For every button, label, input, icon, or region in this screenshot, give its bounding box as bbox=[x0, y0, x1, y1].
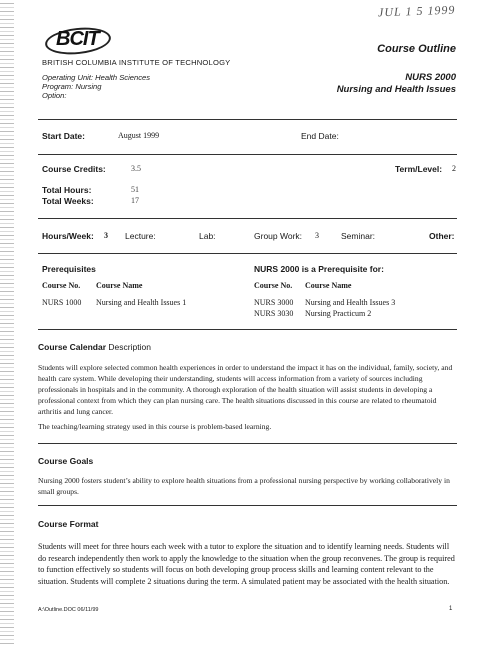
teaching-strategy: The teaching/learning strategy used in this course is problem-based learning. bbox=[38, 422, 272, 431]
calendar-heading bbox=[38, 342, 151, 352]
scan-edge-artifact bbox=[0, 0, 14, 647]
hours-week-value: 3 bbox=[104, 231, 108, 240]
calendar-heading-plain: Description bbox=[108, 342, 151, 352]
lab-label: Lab: bbox=[199, 231, 216, 241]
term-level-label: Term/Level: bbox=[395, 164, 443, 174]
prereq-for-col-name: Course Name bbox=[305, 281, 352, 290]
divider bbox=[38, 119, 457, 120]
total-hours-value: 51 bbox=[131, 185, 139, 194]
calendar-heading-bold: Course Calendar bbox=[38, 342, 107, 352]
lecture-label: Lecture: bbox=[125, 231, 156, 241]
divider bbox=[38, 505, 457, 506]
course-title: Nursing and Health Issues bbox=[336, 84, 456, 95]
divider bbox=[38, 218, 457, 219]
total-weeks-value: 17 bbox=[131, 196, 139, 205]
other-label: Other: bbox=[429, 231, 455, 241]
prereq-for-row-name: Nursing Practicum 2 bbox=[305, 309, 372, 318]
prereq-for-heading: NURS 2000 is a Prerequisite for: bbox=[254, 264, 384, 274]
footer-page: 1 bbox=[449, 606, 453, 612]
total-hours-label: Total Hours: bbox=[42, 185, 92, 195]
divider bbox=[38, 329, 457, 330]
group-work-label: Group Work: bbox=[254, 231, 303, 241]
program: Program: Nursing bbox=[42, 82, 102, 91]
calendar-description: Students will explore selected common health experiences in order to understand the impact it has on the individual, family, society, and health care system. While developing their understanding, students will access information from a variety of sources including professionals in hospitals and in the community. A thorough exploration of the health situation will assist students in developing a professional context from which they can plan nursing care. The health situations discussed in this course are related to rheumatoid arthritis and lung cancer. bbox=[38, 363, 453, 416]
group-work-value: 3 bbox=[315, 231, 319, 240]
prerequisites-heading: Prerequisites bbox=[42, 264, 96, 274]
divider bbox=[38, 443, 457, 444]
format-heading: Course Format bbox=[38, 519, 99, 529]
course-credits-label: Course Credits: bbox=[42, 164, 106, 174]
date-stamp: JUL 1 5 1999 bbox=[377, 2, 456, 20]
prereq-for-row-name: Nursing and Health Issues 3 bbox=[305, 298, 396, 307]
course-credits-value: 3.5 bbox=[131, 164, 141, 173]
bcit-logo: BCIT bbox=[56, 28, 99, 50]
hours-week-label: Hours/Week: bbox=[42, 231, 94, 241]
option: Option: bbox=[42, 91, 67, 100]
seminar-label: Seminar: bbox=[341, 231, 376, 241]
prereq-for-col-no: Course No. bbox=[254, 281, 293, 290]
format-text: Students will meet for three hours each week with a tutor to explore the situation and to identify learning needs. Students will do research independently then work to apply the knowledge to the situation when the group reconvenes. The group is required to function effectively so students will focus on both developing group process skills and learning content relevant to the situation. Students will complete 2 situations during the term. A simulated patient may be associated with the health situation. bbox=[38, 542, 455, 586]
operating-unit: Operating Unit: Health Sciences bbox=[42, 73, 151, 82]
prereq-row-name: Nursing and Health Issues 1 bbox=[96, 298, 187, 307]
footer-file: A:\Outline.DOC 06/11/99 bbox=[38, 607, 99, 613]
institute-name: BRITISH COLUMBIA INSTITUTE OF TECHNOLOGY bbox=[42, 58, 231, 67]
prereq-for-row-no: NURS 3000 bbox=[254, 298, 294, 307]
goals-text: Nursing 2000 fosters student’s ability to explore health situations from a professional nursing perspective by working collaboratively in small groups. bbox=[38, 476, 450, 496]
start-date-label: Start Date: bbox=[42, 131, 85, 141]
prereq-for-row-no: NURS 3030 bbox=[254, 309, 294, 318]
prereq-row-no: NURS 1000 bbox=[42, 298, 82, 307]
divider bbox=[38, 253, 457, 254]
goals-heading: Course Goals bbox=[38, 456, 94, 466]
total-weeks-label: Total Weeks: bbox=[42, 196, 94, 206]
prereq-col-name: Course Name bbox=[96, 281, 143, 290]
divider bbox=[38, 154, 457, 155]
document-title: Course Outline bbox=[377, 43, 456, 55]
term-level-value: 2 bbox=[452, 164, 456, 173]
course-code: NURS 2000 bbox=[405, 72, 456, 83]
start-date-value: August 1999 bbox=[118, 131, 160, 140]
end-date-label: End Date: bbox=[301, 131, 339, 141]
prereq-col-no: Course No. bbox=[42, 281, 81, 290]
